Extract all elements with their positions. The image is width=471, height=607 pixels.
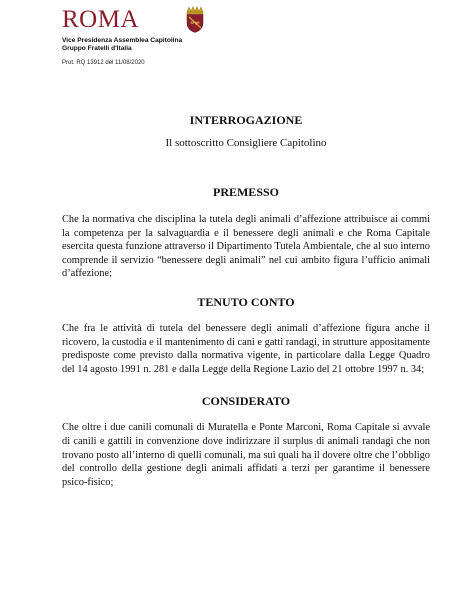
office-line-2: Gruppo Fratelli d'Italia <box>62 45 132 53</box>
roma-logo: ROMA <box>62 6 140 33</box>
protocol-number: Prot. RQ 13912 del 11/08/2020 <box>62 60 145 66</box>
section-text-considerato: Che oltre i due canili comunali di Muratella e Ponte Marconi, Roma Capitale si avvale di canili e gattili in convenzione dove indirizzare il surplus di animali randagi che non trovano posto all’interno di quelli comunali, ma sui quali ha il dovere oltre che l’obbligo del controllo della gestione degli animali affidati a terzi per garantime il benessere psico-fisico; <box>62 422 430 488</box>
svg-text:SPQR: SPQR <box>190 21 200 25</box>
section-heading-premesso: PREMESSO <box>212 185 279 199</box>
section-heading-tenuto-conto: TENUTO CONTO <box>197 294 295 309</box>
office-info <box>62 37 182 54</box>
office-line-1: Vice Presidenza Assemblea Capitolina <box>62 37 183 44</box>
section-text-premesso: Che la normativa che disciplina la tutela degli animali d’affezione attribuisce ai commi la competenza per la salvaguardia e il benessere degli animali e che Roma Capitale esercita questa funzione attraverso il Dipartimento Tutela Ambientale, che al suo interno comprende il servizio “benessere degli animali” nel cui ambito figura l’ufficio animali d’affezione; <box>62 214 430 280</box>
section-heading-considerato: CONSIDERATO <box>201 394 291 409</box>
section-text-tenuto-conto: Che fra le attività di tutela del benessere degli animali d’affezione figura anche il ricovero, la custodia e il mantenimento di cani e gatti randagi, in strutture appositamente predisposte come previsto dalla normativa vigente, in particolare dalla Legge Quadro del 14 agosto 1991 n. 281 e dalla Legge della Regione Lazio del 21 ottobre 1997 n. 34; <box>62 322 430 375</box>
document-subtitle: Il sottoscritto Consigliere Capitolino <box>165 137 327 149</box>
roma-crest-icon <box>184 6 206 33</box>
document-title: INTERROGAZIONE <box>189 113 303 127</box>
document-body <box>62 100 430 489</box>
